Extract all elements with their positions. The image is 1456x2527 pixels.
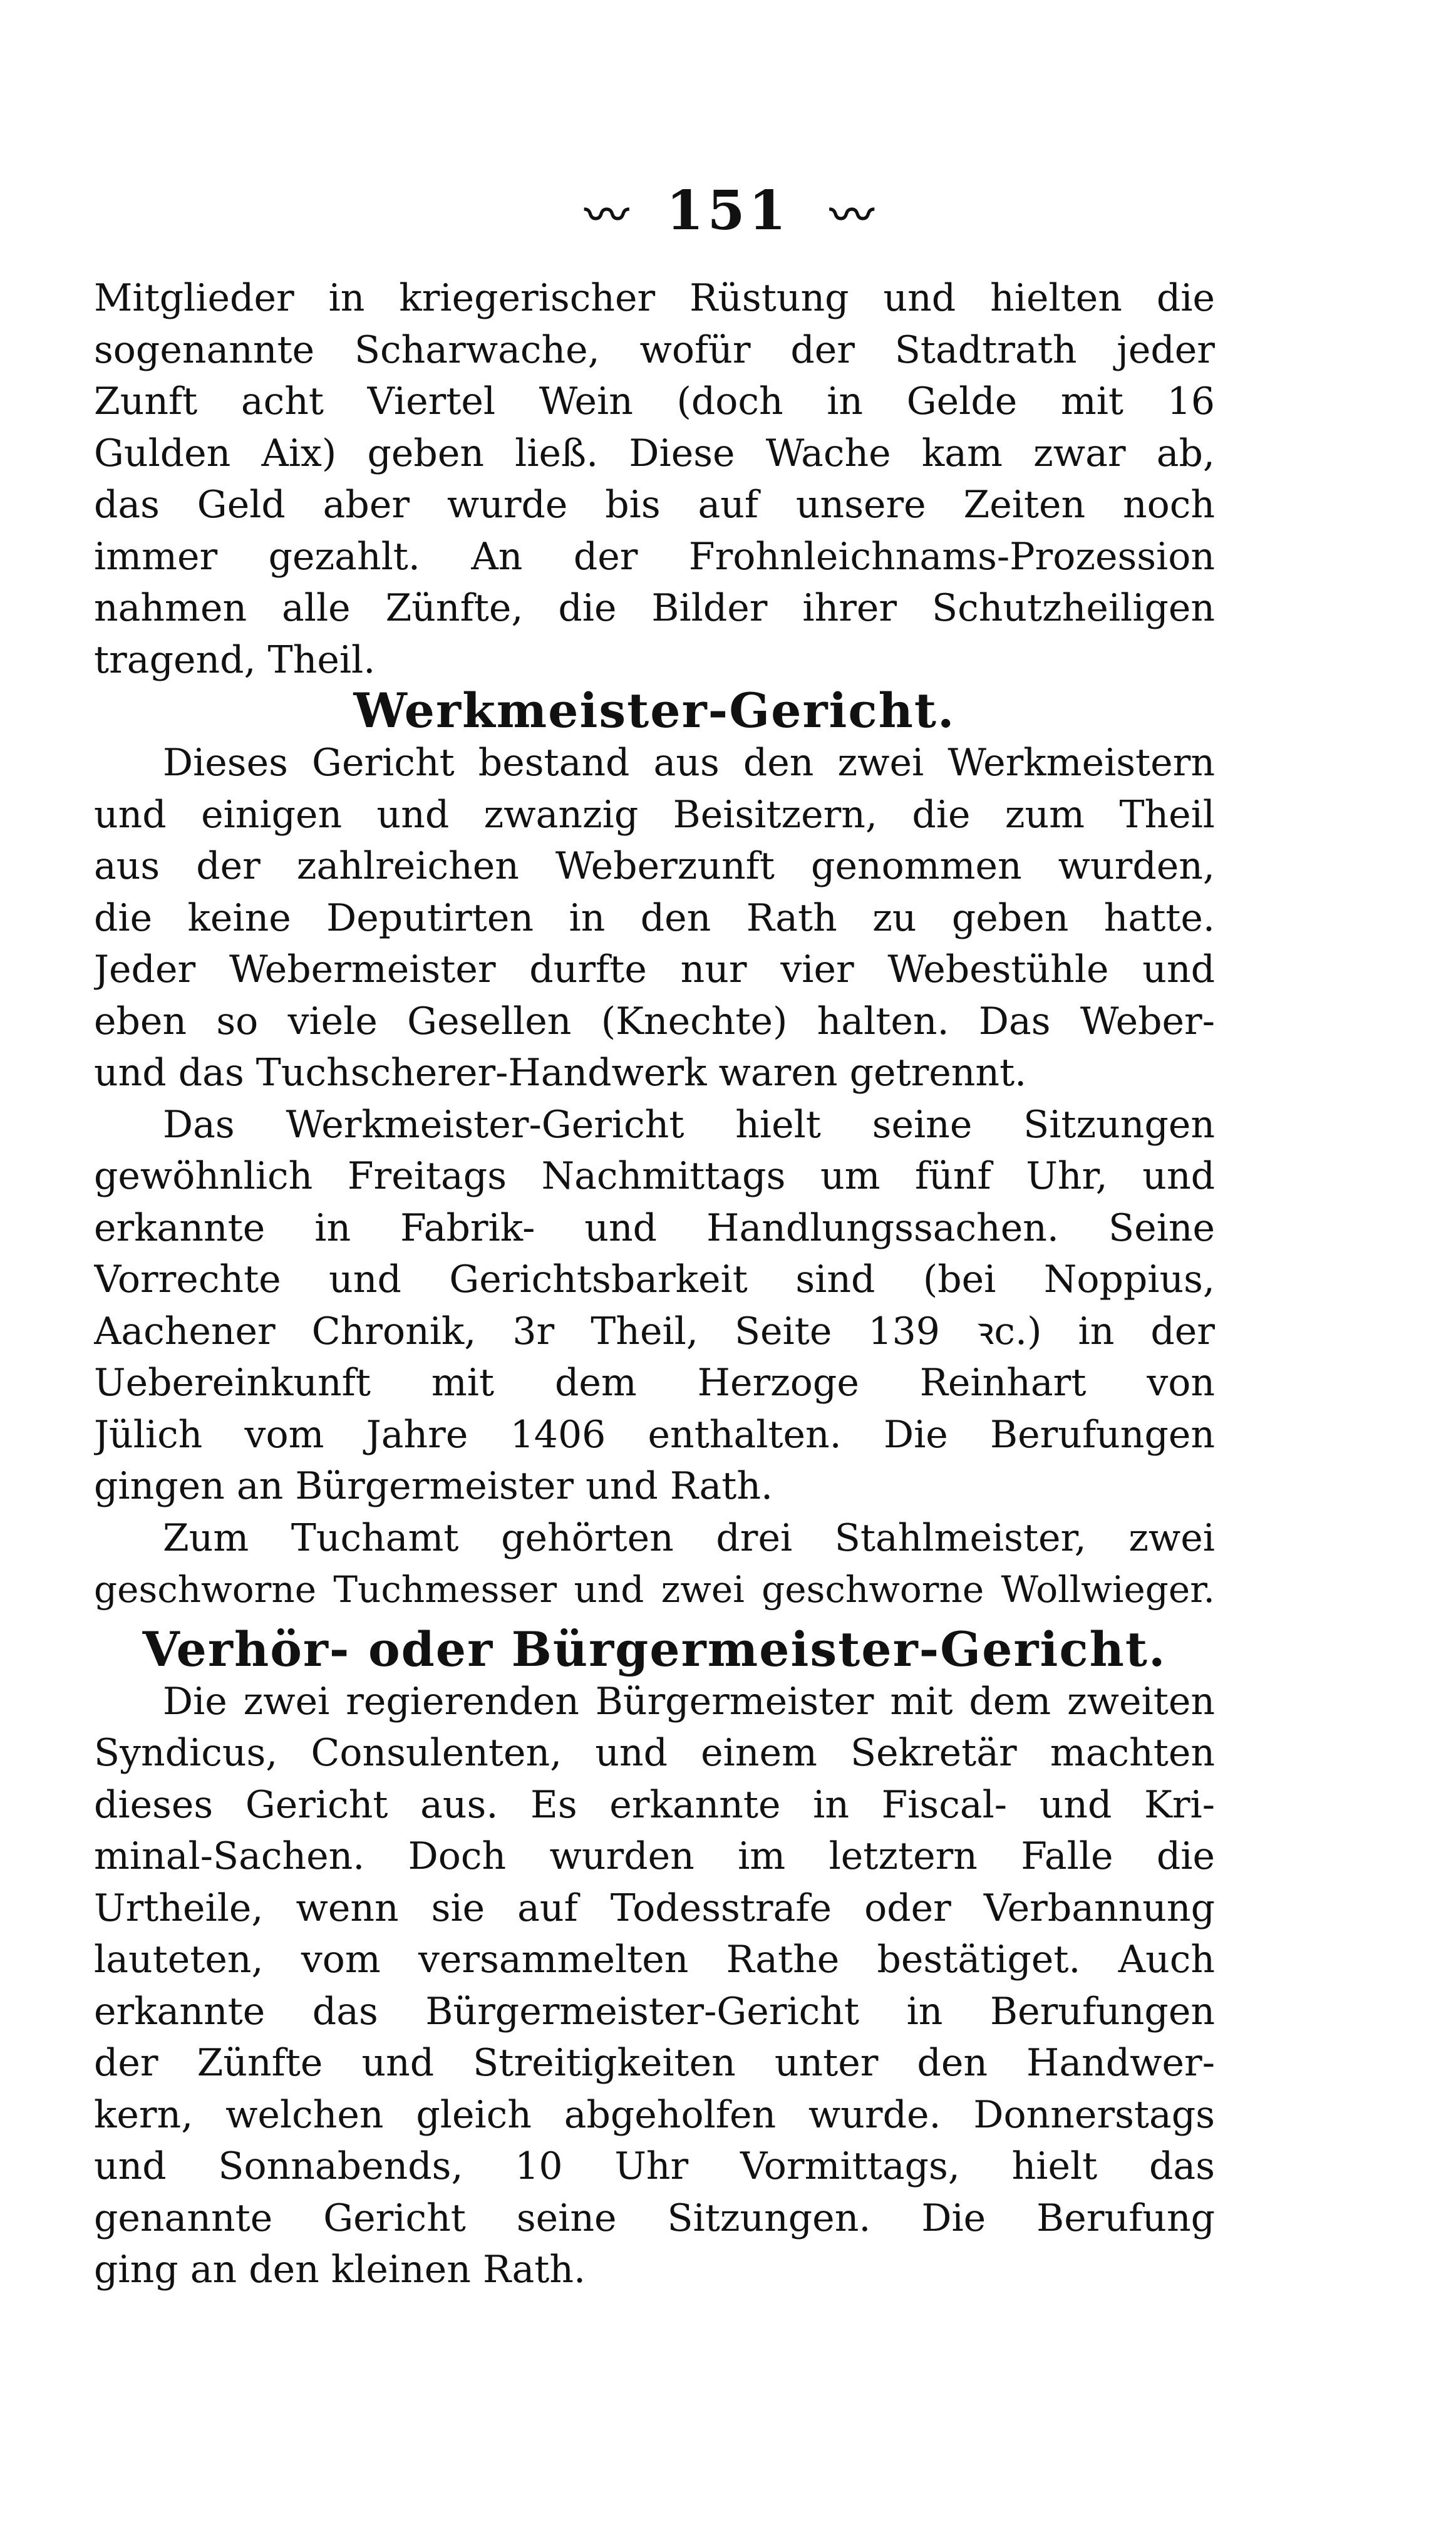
text-line: kern, welchen gleich abgeholfen wurde. Donnerstags	[94, 2092, 1215, 2137]
ornament-right-icon: 〰	[830, 189, 872, 241]
section-heading-werkmeister: Werkmeister-Gericht.	[353, 683, 956, 738]
text-line: und das Tuchscherer-Handwerk waren getrennt.	[94, 1051, 1027, 1095]
text-line: nahmen alle Zünfte, die Bilder ihrer Schutzheiligen	[94, 586, 1215, 630]
paragraph	[94, 1676, 1215, 2296]
text-line: Das Werkmeister-Gericht hielt seine Sitzungen	[163, 1102, 1215, 1147]
text-line: und einigen und zwanzig Beisitzern, die zum Theil	[94, 792, 1215, 837]
text-line: geschworne Tuchmesser und zwei geschworne Wollwieger.	[94, 1568, 1215, 1611]
paragraph	[94, 737, 1215, 1099]
text-line: eben so viele Gesellen (Knechte) halten. Das Weber-	[94, 999, 1215, 1043]
page-header	[0, 177, 1456, 250]
text-line: genannte Gericht seine Sitzungen. Die Berufung	[94, 2196, 1215, 2240]
text-line: Vorrechte und Gerichtsbarkeit sind (bei Noppius,	[94, 1258, 1215, 1301]
text-line: Mitglieder in kriegerischer Rüstung und hielten die	[94, 276, 1215, 320]
text-line: erkannte in Fabrik- und Handlungssachen. Seine	[94, 1206, 1215, 1250]
page-body	[94, 272, 1215, 2296]
text-line: Jülich vom Jahre 1406 enthalten. Die Berufungen	[94, 1412, 1215, 1457]
text-line: ging an den kleinen Rath.	[94, 2248, 586, 2292]
text-line: dieses Gericht aus. Es erkannte in Fiscal- und Kri-	[94, 1782, 1215, 1827]
text-line: gewöhnlich Freitags Nachmittags um fünf Uhr, und	[94, 1154, 1215, 1198]
text-line: lauteten, vom versammelten Rathe bestätiget. Auch	[94, 1938, 1215, 1982]
text-line: sogenannte Scharwache, wofür der Stadtrath jeder	[94, 328, 1215, 372]
text-line: Die zwei regierenden Bürgermeister mit dem zweiten	[163, 1679, 1215, 1723]
paragraph-continued	[94, 272, 1215, 686]
paragraph	[94, 1099, 1215, 1512]
text-line: immer gezahlt. An der Frohnleichnams-Prozession	[94, 534, 1215, 579]
text-line: die keine Deputirten in den Rath zu geben hatte.	[94, 896, 1215, 940]
text-line: Aachener Chronik, 3r Theil, Seite 139 ꝛc.) in der	[94, 1309, 1215, 1353]
paragraph	[94, 1512, 1215, 1616]
text-line: der Zünfte und Streitigkeiten unter den Handwer-	[94, 2041, 1215, 2085]
text-line: Zunft acht Viertel Wein (doch in Gelde mit 16	[94, 380, 1215, 423]
text-line: Zum Tuchamt gehörten drei Stahlmeister, zwei	[163, 1516, 1215, 1560]
page-number: 151	[666, 179, 790, 242]
text-line: Gulden Aix) geben ließ. Diese Wache kam zwar ab,	[94, 431, 1215, 475]
text-line: Syndicus, Consulenten, und einem Sekretär machten	[94, 1731, 1215, 1775]
text-line: aus der zahlreichen Weberzunft genommen wurden,	[94, 844, 1215, 888]
text-line: das Geld aber wurde bis auf unsere Zeiten noch	[94, 483, 1215, 527]
text-line: Jeder Webermeister durfte nur vier Webestühle und	[94, 948, 1215, 991]
text-line: Urtheile, wenn sie auf Todesstrafe oder Verbannung	[94, 1886, 1215, 1930]
text-line: Uebereinkunft mit dem Herzoge Reinhart von	[94, 1361, 1215, 1405]
text-line: minal-Sachen. Doch wurden im letztern Falle die	[94, 1834, 1215, 1878]
text-line: tragend, Theil.	[94, 638, 376, 682]
section-heading-buergermeister: Verhör- oder Bürgermeister-Gericht.	[142, 1621, 1167, 1677]
text-line: gingen an Bürgermeister und Rath.	[94, 1464, 773, 1508]
ornament-left-icon: 〰	[584, 189, 626, 241]
text-line: und Sonnabends, 10 Uhr Vormittags, hielt das	[94, 2144, 1215, 2188]
text-line: Dieses Gericht bestand aus den zwei Werkmeistern	[163, 741, 1215, 785]
text-line: erkannte das Bürgermeister-Gericht in Berufungen	[94, 1989, 1215, 2033]
